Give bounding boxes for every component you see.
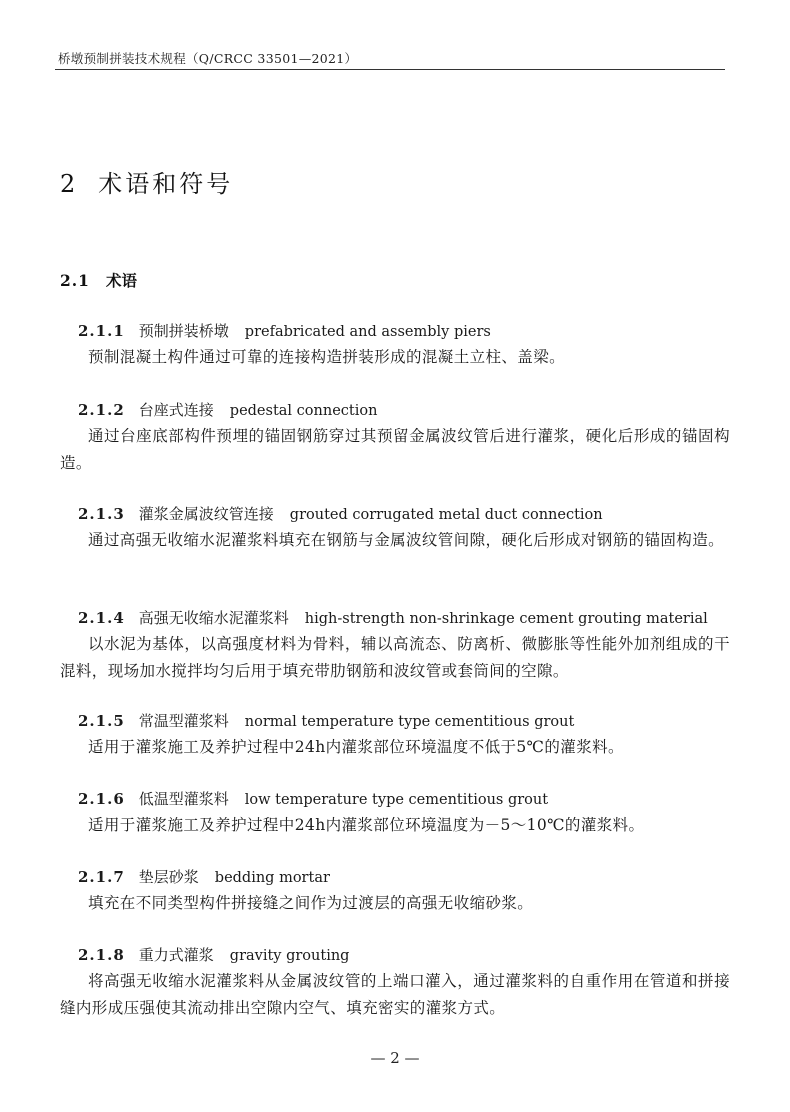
running-header: 桥墩预制拼装技术规程（Q/CRCC 33501—2021） <box>58 51 358 66</box>
term-heading <box>60 944 730 967</box>
term-english-name: high-strength non-shrinkage cement grouting material <box>304 611 708 627</box>
term-definition: 以水泥为基体，以高强度材料为骨料，辅以高流态、防离析、微膨胀等性能外加剂组成的干混料，现场加水搅拌均匀后用于填充带肋钢筋和波纹管或套筒间的空隙。 <box>60 635 730 680</box>
term-heading <box>60 607 730 630</box>
term-number: 2.1.4 <box>78 609 125 627</box>
term-entry <box>60 944 730 1022</box>
term-definition: 通过高强无收缩水泥灌浆料填充在钢筋与金属波纹管间隙，硬化后形成对钢筋的锚固构造。 <box>88 531 725 549</box>
term-number: 2.1.1 <box>78 322 125 340</box>
term-entry <box>60 788 730 839</box>
chapter-title <box>60 164 233 199</box>
term-chinese-name: 台座式连接 <box>138 401 214 419</box>
term-heading <box>60 503 730 526</box>
chapter-number: 2 <box>60 170 79 198</box>
term-entry <box>60 320 730 371</box>
term-chinese-name: 灌浆金属波纹管连接 <box>138 505 274 523</box>
term-number: 2.1.5 <box>78 712 125 730</box>
term-definition: 将高强无收缩水泥灌浆料从金属波纹管的上端口灌入，通过灌浆料的自重作用在管道和拼接缝内形成压强使其流动排出空隙内空气、填充密实的灌浆方式。 <box>60 972 730 1017</box>
term-definition: 通过台座底部构件预埋的锚固钢筋穿过其预留金属波纹管后进行灌浆，硬化后形成的锚固构造。 <box>60 427 730 472</box>
term-entry <box>60 607 730 685</box>
term-chinese-name: 低温型灌浆料 <box>138 790 229 808</box>
header-rule <box>55 69 725 70</box>
section-title-text: 术语 <box>105 271 137 290</box>
term-english-name: normal temperature type cementitious grout <box>244 714 575 730</box>
term-number: 2.1.3 <box>78 505 125 523</box>
page-number: — 2 — <box>370 1049 420 1067</box>
term-chinese-name: 重力式灌浆 <box>138 946 214 964</box>
term-entry <box>60 399 730 477</box>
term-definition: 适用于灌浆施工及养护过程中24h内灌浆部位环境温度不低于5℃的灌浆料。 <box>88 738 624 756</box>
section-number: 2.1 <box>60 271 90 290</box>
term-chinese-name: 垫层砂浆 <box>138 868 199 886</box>
term-heading <box>60 320 730 343</box>
term-number: 2.1.8 <box>78 946 125 964</box>
term-entry <box>60 710 730 761</box>
term-english-name: gravity grouting <box>229 948 350 964</box>
section-title <box>60 269 137 291</box>
term-english-name: pedestal connection <box>229 403 378 419</box>
term-english-name: prefabricated and assembly piers <box>244 324 491 340</box>
term-heading <box>60 710 730 733</box>
term-definition: 预制混凝土构件通过可靠的连接构造拼装形成的混凝土立柱、盖梁。 <box>88 348 566 366</box>
term-chinese-name: 预制拼装桥墩 <box>138 322 229 340</box>
term-number: 2.1.2 <box>78 401 125 419</box>
chapter-title-text: 术语和符号 <box>98 170 234 198</box>
term-definition: 适用于灌浆施工及养护过程中24h内灌浆部位环境温度为－5～10℃的灌浆料。 <box>88 816 645 834</box>
term-number: 2.1.6 <box>78 790 125 808</box>
term-heading <box>60 399 730 422</box>
term-definition: 填充在不同类型构件拼接缝之间作为过渡层的高强无收缩砂浆。 <box>88 894 534 912</box>
term-heading <box>60 866 730 889</box>
term-entry <box>60 866 730 917</box>
term-english-name: grouted corrugated metal duct connection <box>289 507 603 523</box>
term-chinese-name: 高强无收缩水泥灌浆料 <box>138 609 289 627</box>
term-entry <box>60 503 730 554</box>
term-number: 2.1.7 <box>78 868 125 886</box>
term-chinese-name: 常温型灌浆料 <box>138 712 229 730</box>
term-english-name: bedding mortar <box>214 870 330 886</box>
term-english-name: low temperature type cementitious grout <box>244 792 549 808</box>
term-heading <box>60 788 730 811</box>
